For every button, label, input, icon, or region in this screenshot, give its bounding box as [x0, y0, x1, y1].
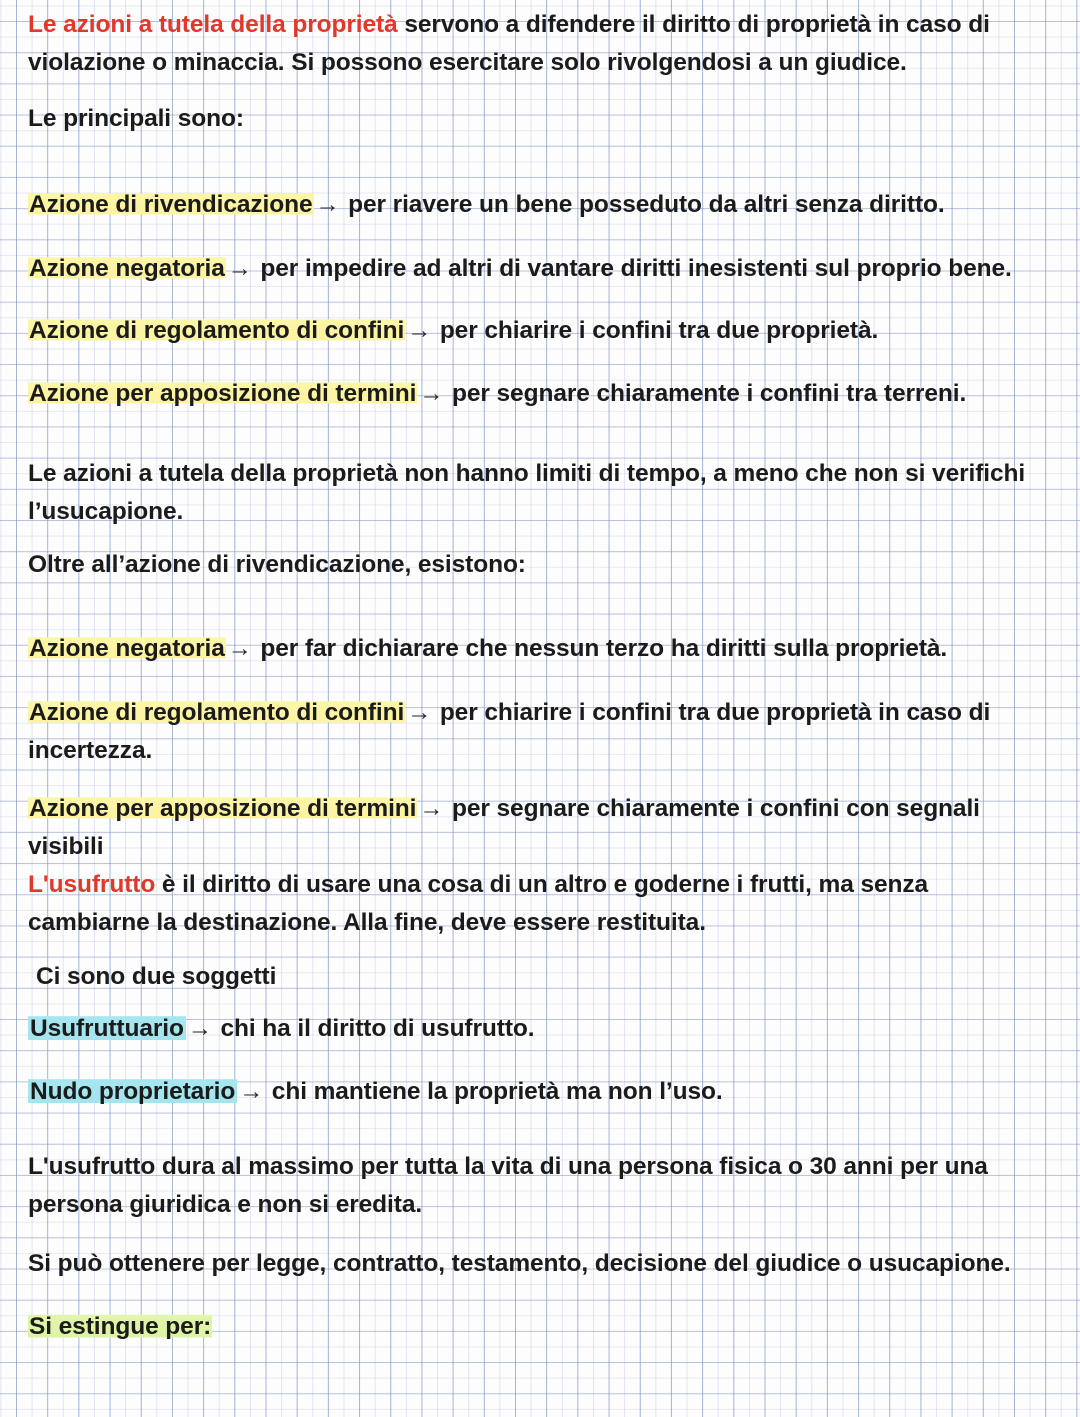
arrow-icon: → — [227, 255, 252, 282]
accent-text: Le azioni a tutela della proprietà — [28, 11, 398, 38]
highlighted-term: Azione per apposizione di termini — [29, 380, 417, 407]
body-text: è il diritto di usare una cosa di un altro e goderne i frutti, ma senza cambiarne la destinazione. Alla fine, deve essere restituita. — [28, 871, 929, 936]
arrow-icon: → — [407, 699, 432, 726]
paragraph-azione-confini-2 — [28, 694, 1028, 770]
highlighted-term: Azione di rivendicazione — [29, 191, 313, 218]
body-text: per riavere un bene posseduto da altri senza diritto. — [341, 191, 945, 218]
body-text: Ci sono due soggetti — [36, 963, 277, 990]
paragraph-azione-rivendicazione-1 — [28, 186, 1028, 224]
paragraph-azione-confini-1 — [28, 312, 1028, 350]
highlighted-term: Nudo proprietario — [30, 1078, 236, 1105]
highlighted-term: Azione di regolamento di confini — [29, 699, 405, 726]
arrow-icon: → — [315, 191, 340, 218]
body-text: Le azioni a tutela della proprietà non hanno limiti di tempo, a meno che non si verifichi l’usucapione. — [28, 460, 1026, 525]
arrow-icon: → — [239, 1078, 264, 1105]
body-text: Oltre all’azione di rivendicazione, esistono: — [28, 551, 526, 578]
paragraph-azione-termini-2 — [28, 790, 1028, 866]
highlighted-term: Azione di regolamento di confini — [29, 317, 405, 344]
highlighted-term: Si estingue per: — [29, 1313, 212, 1340]
body-text: servono a difendere il diritto di proprietà in caso di violazione o minaccia. Si possono esercitare solo rivolgendosi a un giudice. — [28, 11, 990, 76]
arrow-icon: → — [419, 795, 444, 822]
paragraph-oltre-intro — [28, 546, 1028, 584]
paragraph-principali-intro — [28, 100, 1028, 138]
paragraph-azione-negatoria-1 — [28, 250, 1028, 288]
paragraph-azione-negatoria-2 — [28, 630, 1028, 668]
paragraph-limiti-tempo — [28, 455, 1028, 531]
body-text: chi mantiene la proprietà ma non l’uso. — [265, 1078, 723, 1105]
body-text: chi ha il diritto di usufrutto. — [213, 1015, 535, 1042]
paragraph-usufruttuario — [28, 1010, 1028, 1048]
paragraph-azione-termini-1 — [28, 375, 1028, 413]
body-text: Le principali sono: — [28, 105, 244, 132]
body-text: per impedire ad altri di vantare diritti inesistenti sul proprio bene. — [253, 255, 1012, 282]
highlighted-term: Azione negatoria — [29, 255, 225, 282]
arrow-icon: → — [419, 380, 444, 407]
body-text: per far dichiarare che nessun terzo ha diritti sulla proprietà. — [253, 635, 948, 662]
body-text: Si può ottenere per legge, contratto, testamento, decisione del giudice o usucapione. — [28, 1250, 1011, 1277]
paragraph-usufrutto-def — [28, 866, 1028, 942]
paragraph-si-estingue — [28, 1308, 1028, 1346]
arrow-icon: → — [187, 1015, 212, 1042]
highlighted-term: Usufruttuario — [30, 1015, 184, 1042]
highlighted-term: Azione per apposizione di termini — [29, 795, 417, 822]
arrow-icon: → — [227, 635, 252, 662]
body-text: per segnare chiaramente i confini con segnali visibili — [28, 795, 980, 860]
paragraph-nudo-proprietario — [28, 1073, 1028, 1111]
accent-text: L'usufrutto — [28, 871, 156, 898]
paragraph-due-soggetti — [36, 958, 1036, 996]
arrow-icon: → — [407, 317, 432, 344]
body-text: per segnare chiaramente i confini tra terreni. — [445, 380, 967, 407]
paragraph-come-ottenere — [28, 1245, 1028, 1283]
highlighted-term: Azione negatoria — [29, 635, 225, 662]
paragraph-durata — [28, 1148, 1028, 1224]
body-text: L'usufrutto dura al massimo per tutta la vita di una persona fisica o 30 anni per una persona giuridica e non si eredita. — [28, 1153, 988, 1218]
body-text: per chiarire i confini tra due proprietà. — [433, 317, 879, 344]
paragraph-intro — [28, 6, 1028, 82]
body-text: per chiarire i confini tra due proprietà in caso di incertezza. — [28, 699, 991, 764]
